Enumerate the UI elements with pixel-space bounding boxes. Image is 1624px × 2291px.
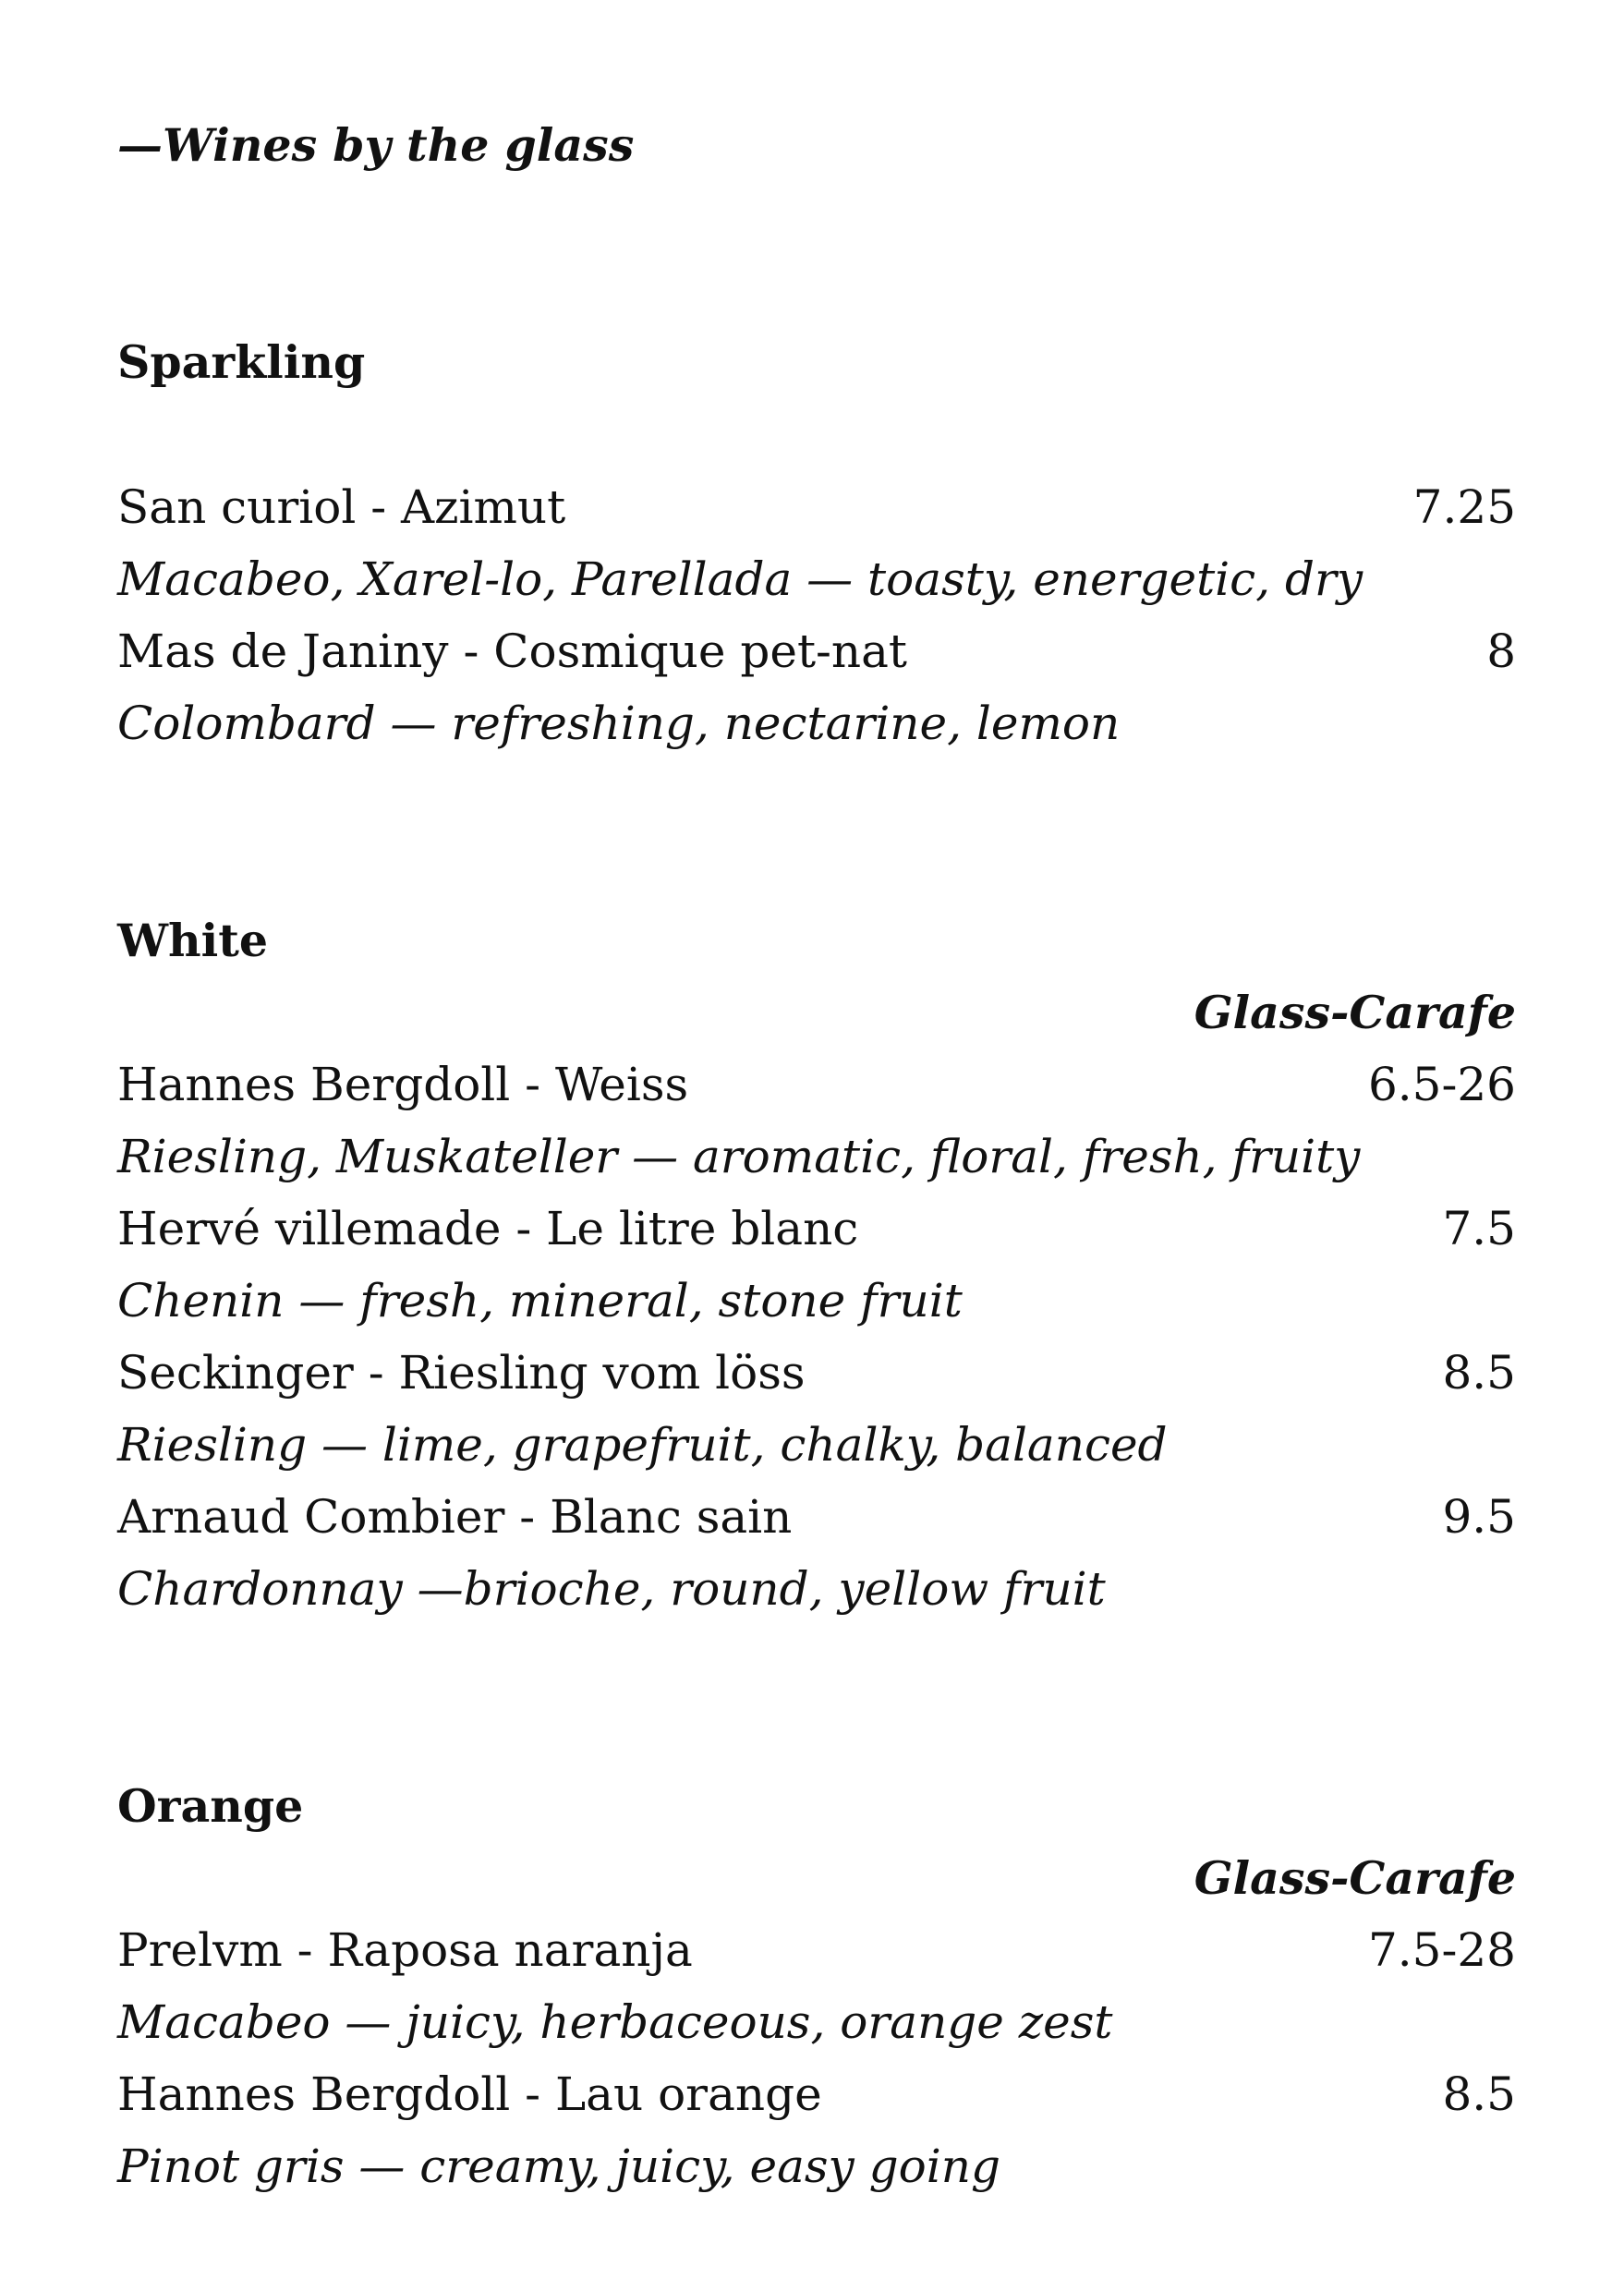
wine-name: Hannes Bergdoll - Weiss: [117, 1058, 689, 1111]
wine-name: Arnaud Combier - Blanc sain: [117, 1490, 793, 1544]
wine-row: [117, 2058, 1516, 2131]
wine-price: 8.5: [1442, 2067, 1516, 2121]
section-heading-white: White: [117, 914, 269, 967]
wine-notes: Chenin — fresh, mineral, stone fruit: [117, 1274, 963, 1327]
wine-notes: Colombard — refreshing, nectarine, lemon: [117, 697, 1121, 750]
wine-name: Seckinger - Riesling vom löss: [117, 1346, 806, 1400]
wine-name: Prelvm - Raposa naranja: [117, 1923, 693, 1977]
wine-row: [117, 615, 1516, 688]
wine-price: 7.5: [1442, 1202, 1516, 1255]
wine-name: San curiol - Azimut: [117, 480, 566, 534]
wine-notes: Macabeo — juicy, herbaceous, orange zest: [117, 1995, 1113, 2049]
wine-notes: Riesling — lime, grapefruit, chalky, balanced: [117, 1418, 1168, 1472]
wine-name: Hervé villemade - Le litre blanc: [117, 1202, 859, 1255]
column-header-glass-carafe: Glass-Carafe: [1194, 1851, 1516, 1905]
section-heading-orange: Orange: [117, 1779, 304, 1833]
wine-name: Hannes Bergdoll - Lau orange: [117, 2067, 822, 2121]
wine-price: 7.25: [1412, 480, 1516, 534]
wine-price: 8: [1486, 624, 1516, 678]
wine-row: [117, 1193, 1516, 1266]
wine-row: [117, 1049, 1516, 1121]
wine-price: 6.5-26: [1367, 1058, 1516, 1111]
wine-row: [117, 1914, 1516, 1987]
wine-row: [117, 471, 1516, 544]
wine-notes: Chardonnay —brioche, round, yellow fruit: [117, 1562, 1106, 1616]
wine-notes: Pinot gris — creamy, juicy, easy going: [117, 2139, 1000, 2193]
wine-name: Mas de Janiny - Cosmique pet-nat: [117, 624, 908, 678]
wine-price: 7.5-28: [1367, 1923, 1516, 1977]
column-header-glass-carafe: Glass-Carafe: [1194, 986, 1516, 1039]
page-title: —Wines by the glass: [117, 118, 635, 172]
wine-notes: Riesling, Muskateller — aromatic, floral, fresh, fruity: [117, 1130, 1361, 1183]
wine-price: 8.5: [1442, 1346, 1516, 1400]
section-heading-sparkling: Sparkling: [117, 335, 366, 389]
wine-notes: Macabeo, Xarel-lo, Parellada — toasty, energetic, dry: [117, 552, 1363, 606]
wine-price: 9.5: [1442, 1490, 1516, 1544]
wine-row: [117, 1337, 1516, 1410]
wine-row: [117, 1481, 1516, 1554]
